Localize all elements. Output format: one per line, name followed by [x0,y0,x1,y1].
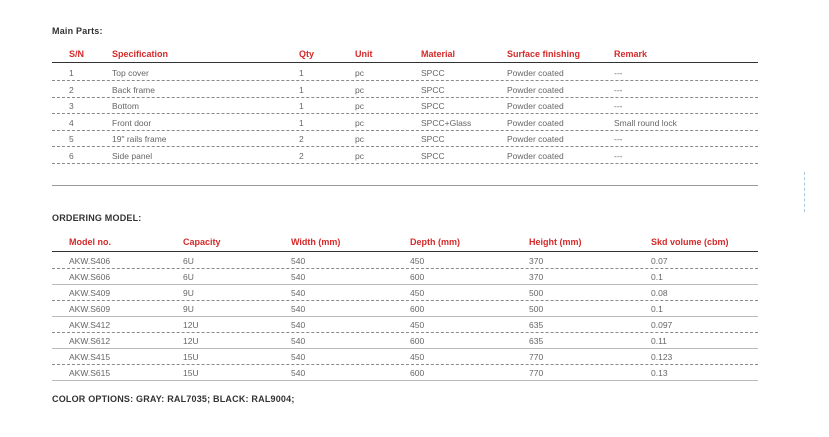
order-cell-depth: 600 [410,304,425,314]
parts-row-divider [52,130,758,131]
parts-cell-qty: 1 [299,117,304,128]
order-row-divider [52,332,758,333]
parts-cell-surface-finishing: Powder coated [507,150,564,161]
main-parts-title: Main Parts: [52,26,103,36]
order-cell-skd-volume: 0.097 [651,320,673,330]
parts-cell-sn: 1 [69,68,74,78]
order-header-width: Width (mm) [291,237,341,247]
order-header-depth: Depth (mm) [410,237,460,247]
order-cell-width: 540 [291,288,306,298]
parts-cell-remark: --- [614,101,623,111]
order-cell-model-no: AKW.S412 [69,320,111,330]
parts-cell-material: SPCC [421,134,445,144]
order-header-height: Height (mm) [529,237,582,247]
order-cell-model-no: AKW.S409 [69,288,111,298]
parts-cell-sn: 2 [69,84,74,95]
parts-cell-material: SPCC [421,150,445,161]
parts-cell-qty: 1 [299,84,304,95]
order-cell-skd-volume: 0.13 [651,368,668,378]
order-cell-depth: 600 [410,272,425,282]
order-header-rule [52,251,758,252]
parts-cell-material: SPCC [421,84,445,95]
parts-cell-remark: Small round lock [614,117,677,128]
parts-cell-sn: 4 [69,117,74,128]
order-cell-capacity: 9U [183,304,194,314]
section-separator [52,185,758,186]
order-cell-model-no: AKW.S406 [69,256,111,266]
parts-cell-unit: pc [355,101,364,111]
order-cell-height: 770 [529,368,544,378]
parts-cell-surface-finishing: Powder coated [507,68,564,78]
parts-row-divider [52,97,758,98]
order-row-divider [52,284,758,285]
order-cell-model-no: AKW.S612 [69,336,111,346]
order-cell-skd-volume: 0.1 [651,304,663,314]
parts-cell-remark: --- [614,150,623,161]
order-cell-width: 540 [291,336,306,346]
order-row-divider [52,364,758,365]
parts-cell-specification: Top cover [112,68,149,78]
parts-cell-sn: 6 [69,150,74,161]
order-cell-capacity: 6U [183,256,194,266]
parts-cell-specification: Back frame [112,84,155,95]
parts-cell-sn: 3 [69,101,74,111]
parts-row-divider [52,113,758,114]
parts-header-surface-finishing: Surface finishing [507,49,581,59]
order-cell-width: 540 [291,368,306,378]
parts-cell-unit: pc [355,117,364,128]
order-row-divider [52,316,758,317]
parts-cell-sn: 5 [69,134,74,144]
parts-cell-surface-finishing: Powder coated [507,134,564,144]
parts-cell-material: SPCC+Glass [421,117,472,128]
ordering-model-title: ORDERING MODEL: [52,213,142,223]
order-cell-width: 540 [291,272,306,282]
color-options: COLOR OPTIONS: GRAY: RAL7035; BLACK: RAL9004; [52,394,295,404]
order-header-model-no: Model no. [69,237,111,247]
order-cell-height: 635 [529,320,544,330]
order-cell-capacity: 15U [183,368,199,378]
order-cell-model-no: AKW.S615 [69,368,111,378]
order-cell-skd-volume: 0.11 [651,336,667,346]
order-row-divider [52,380,758,381]
parts-cell-material: SPCC [421,101,445,111]
order-cell-width: 540 [291,256,306,266]
order-cell-skd-volume: 0.07 [651,256,668,266]
order-row-divider [52,300,758,301]
order-header-skd-volume: Skd volume (cbm) [651,237,729,247]
order-cell-skd-volume: 0.123 [651,352,673,362]
parts-row-divider [52,163,758,164]
parts-header-material: Material [421,49,456,59]
parts-cell-specification: Bottom [112,101,139,111]
parts-cell-surface-finishing: Powder coated [507,117,564,128]
parts-header-unit: Unit [355,49,373,59]
order-row-divider [52,348,758,349]
parts-cell-surface-finishing: Powder coated [507,101,564,111]
order-cell-height: 500 [529,304,544,314]
order-row-divider [52,268,758,269]
parts-cell-qty: 1 [299,68,304,78]
parts-header-specification: Specification [112,49,169,59]
parts-cell-unit: pc [355,150,364,161]
order-cell-height: 370 [529,272,544,282]
order-cell-model-no: AKW.S415 [69,352,111,362]
order-cell-depth: 450 [410,256,425,266]
edge-mark [804,172,805,212]
parts-cell-qty: 2 [299,150,304,161]
order-cell-model-no: AKW.S606 [69,272,111,282]
order-cell-capacity: 9U [183,288,194,298]
order-header-capacity: Capacity [183,237,221,247]
parts-cell-material: SPCC [421,68,445,78]
parts-cell-specification: Front door [112,117,152,128]
order-cell-depth: 450 [410,352,425,362]
parts-row-divider [52,80,758,81]
order-cell-height: 370 [529,256,544,266]
parts-cell-qty: 1 [299,101,304,111]
order-cell-height: 770 [529,352,544,362]
order-cell-height: 635 [529,336,544,346]
parts-cell-unit: pc [355,84,364,95]
order-cell-skd-volume: 0.08 [651,288,668,298]
order-cell-capacity: 12U [183,320,199,330]
order-cell-depth: 600 [410,368,425,378]
order-cell-capacity: 6U [183,272,194,282]
parts-cell-remark: --- [614,84,623,95]
parts-header-remark: Remark [614,49,648,59]
order-cell-capacity: 15U [183,352,199,362]
order-cell-width: 540 [291,320,306,330]
parts-cell-unit: pc [355,134,364,144]
parts-cell-qty: 2 [299,134,304,144]
order-cell-width: 540 [291,352,306,362]
parts-cell-remark: --- [614,134,623,144]
parts-cell-remark: --- [614,68,623,78]
order-cell-skd-volume: 0.1 [651,272,663,282]
parts-cell-specification: Side panel [112,150,153,161]
order-cell-capacity: 12U [183,336,199,346]
order-cell-depth: 600 [410,336,425,346]
parts-cell-unit: pc [355,68,364,78]
order-cell-height: 500 [529,288,544,298]
parts-header-rule [52,62,758,63]
order-cell-depth: 450 [410,288,425,298]
parts-cell-surface-finishing: Powder coated [507,84,564,95]
parts-header-sn: S/N [69,49,85,59]
order-cell-width: 540 [291,304,306,314]
parts-row-divider [52,146,758,147]
parts-cell-specification: 19" rails frame [112,134,167,144]
order-cell-depth: 450 [410,320,425,330]
order-cell-model-no: AKW.S609 [69,304,111,314]
parts-header-qty: Qty [299,49,315,59]
